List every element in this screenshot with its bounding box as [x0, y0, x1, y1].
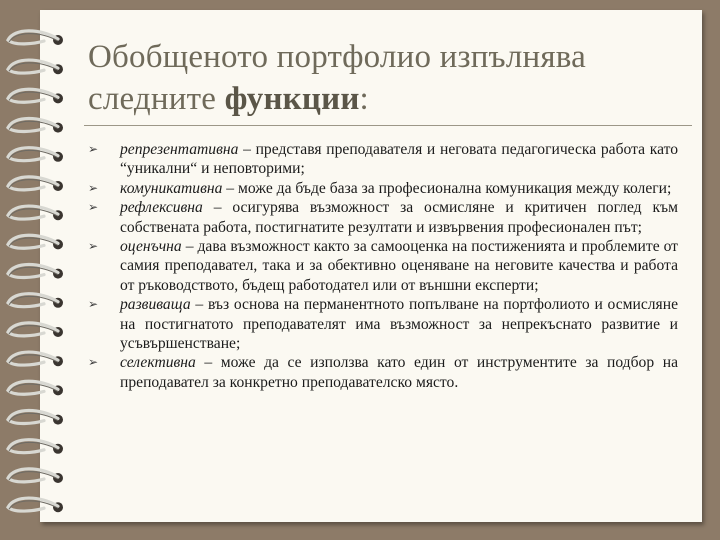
item-term: оценъчна: [120, 238, 182, 256]
binding-ring: [8, 148, 63, 162]
item-term: селективна: [120, 354, 196, 372]
binding-ring: [8, 410, 63, 424]
binding-ring: [8, 264, 63, 278]
arrow-bullet-icon: ➢: [88, 142, 99, 156]
function-list: [88, 140, 678, 392]
binding-ring: [8, 206, 63, 220]
slide-title: [88, 36, 688, 120]
arrow-bullet-icon: ➢: [88, 200, 99, 215]
binding-ring: [8, 323, 63, 337]
binding-ring: [8, 381, 63, 395]
arrow-bullet-icon: ➢: [88, 239, 99, 254]
binding-ring: [8, 352, 63, 366]
list-item: [88, 353, 678, 392]
list-item: [88, 198, 678, 237]
title-line-2-end: :: [359, 81, 369, 117]
item-text: – осигурява възможност за осмисляне и критичен поглед към собствената работа, постигнатите резултати и извървения професионален път;: [120, 199, 678, 236]
item-term: развиваща: [120, 296, 191, 314]
item-text: – може да се използва като един от инструментите за подбор на преподавател за конкретно преподавателско място.: [120, 354, 678, 391]
arrow-bullet-icon: ➢: [88, 180, 99, 195]
arrow-bullet-icon: ➢: [88, 297, 99, 312]
list-item: [88, 140, 678, 179]
binding-ring: [8, 118, 63, 132]
title-divider: [84, 125, 692, 126]
binding-ring: [8, 31, 63, 45]
item-term: комуникативна: [120, 179, 223, 197]
list-item: [88, 179, 678, 198]
binding-ring: [8, 89, 63, 103]
item-text: – въз основа на перманентното попълване на портфолиото и осмисляне на постигнатото преподавателят има възможност за непрекъснато развитие и усъвършенстване;: [120, 296, 678, 353]
item-text: – представя преподавателя и неговата педагогическа работа като “уникални“ и неповторими;: [120, 141, 678, 178]
title-line-1: Обобщеното портфолио изпълнява: [88, 39, 586, 75]
title-line-2-bold: функции: [224, 81, 360, 117]
binding-ring: [8, 235, 63, 249]
item-text: – дава възможност както за самооценка на постиженията и проблемите от самия преподавател, така и за обективно оценяване на неговите качества и работа от ръководството, бъдещ работодател или от външни експерти;: [120, 238, 678, 294]
list-item: [88, 295, 678, 353]
item-term: репрезентативна: [120, 141, 239, 158]
binding-ring: [8, 469, 63, 483]
item-term: рефлексивна: [120, 199, 203, 217]
binding-ring: [8, 177, 63, 191]
binding-ring: [8, 60, 63, 74]
spiral-binding: [0, 0, 80, 540]
binding-ring: [8, 498, 63, 512]
binding-ring: [8, 440, 63, 454]
item-text: – може да бъде база за професионална комуникация между колеги;: [222, 179, 672, 197]
list-item: [88, 237, 678, 295]
binding-ring: [8, 294, 63, 308]
arrow-bullet-icon: ➢: [88, 355, 99, 370]
title-line-2-plain: следните: [88, 81, 225, 117]
title-line-2: [88, 78, 688, 120]
